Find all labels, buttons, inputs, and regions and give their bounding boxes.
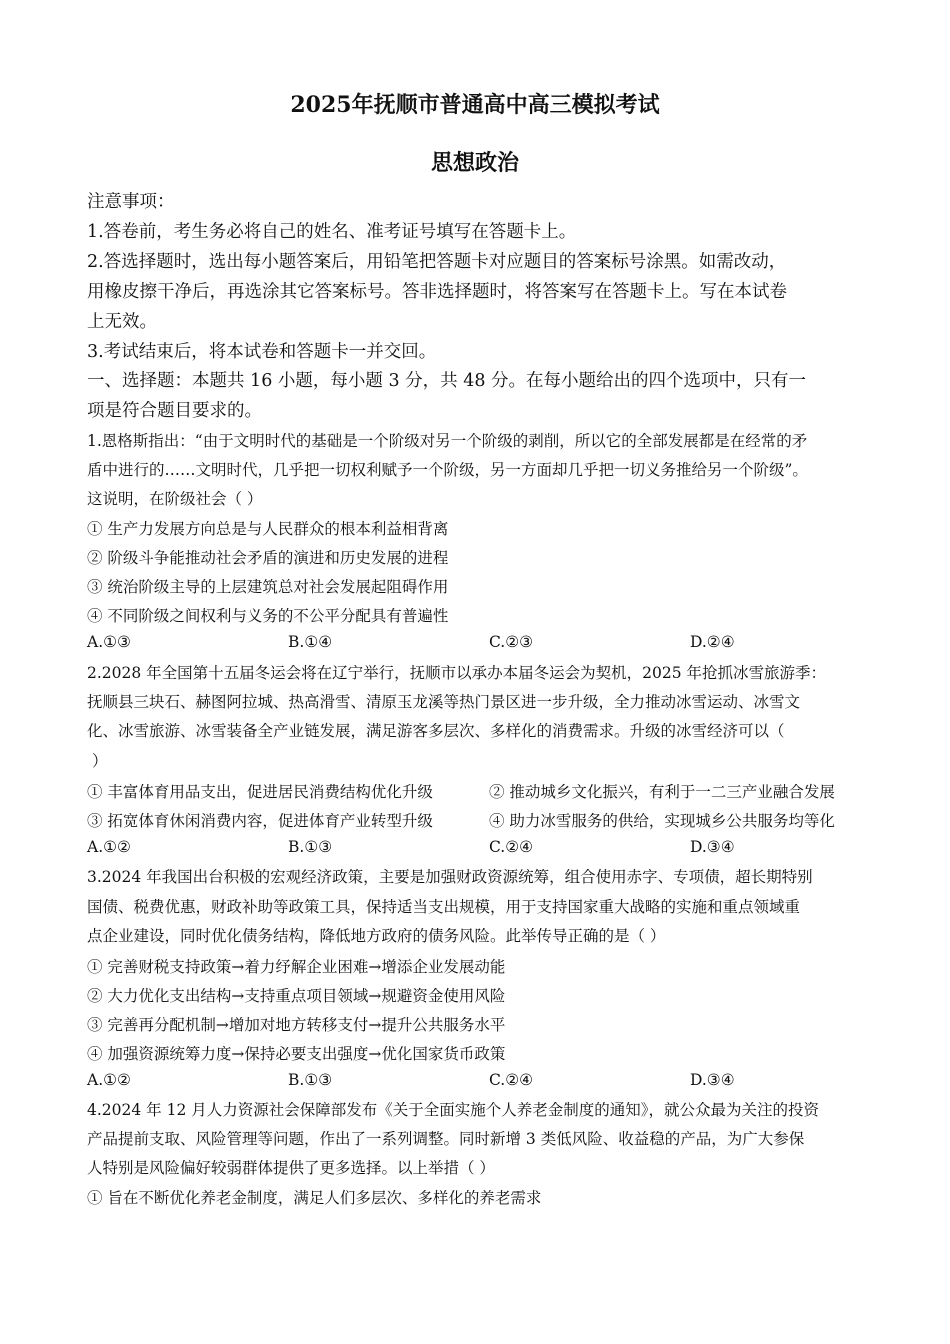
question-option: ③ 完善再分配机制→增加对地方转移支付→提升公共服务水平 xyxy=(87,1016,506,1034)
answer-choice-b: B.①③ xyxy=(288,1071,333,1089)
question-option: ② 推动城乡文化振兴，有利于一二三产业融合发展 xyxy=(489,783,835,801)
question-option: ④ 不同阶级之间权利与义务的不公平分配具有普遍性 xyxy=(87,607,449,625)
notice-line: 用橡皮擦干净后，再选涂其它答案标号。答非选择题时，将答案写在答题卡上。写在本试卷 xyxy=(87,282,787,302)
question-stem: 国债、税费优惠，财政补助等政策工具，保持适当支出规模，用于支持国家重大战略的实施和重点领域重 xyxy=(87,898,801,916)
question-option: ① 旨在不断优化养老金制度，满足人们多层次、多样化的养老需求 xyxy=(87,1189,542,1207)
exam-title: 2025年抚顺市普通高中高三模拟考试 xyxy=(290,92,660,118)
answer-choice-d: D.②④ xyxy=(690,633,735,651)
question-stem: 化、冰雪旅游、冰雪装备全产业链发展，满足游客多层次、多样化的消费需求。升级的冰雪经济可以（ xyxy=(87,722,785,740)
section-header: 一、选择题：本题共 16 小题，每小题 3 分，共 48 分。在每小题给出的四个选项中，只有一 xyxy=(87,371,807,391)
notice-heading: 注意事项： xyxy=(87,192,175,212)
question-option: ④ 助力冰雪服务的供给，实现城乡公共服务均等化 xyxy=(489,812,835,830)
answer-choice-d: D.③④ xyxy=(690,838,735,856)
question-stem: 点企业建设，同时优化债务结构，降低地方政府的债务风险。此举传导正确的是（ ） xyxy=(87,927,666,945)
section-header: 项是符合题目要求的。 xyxy=(87,401,262,421)
answer-choice-b: B.①④ xyxy=(288,633,333,651)
question-option: ① 生产力发展方向总是与人民群众的根本利益相背离 xyxy=(87,520,449,538)
answer-choice-d: D.③④ xyxy=(690,1071,735,1089)
answer-choice-a: A.①③ xyxy=(87,633,131,651)
question-option: ② 大力优化支出结构→支持重点项目领域→规避资金使用风险 xyxy=(87,987,506,1005)
question-stem: 3.2024 年我国出台积极的宏观经济政策，主要是加强财政资源统筹，组合使用赤字、专项债，超长期特别 xyxy=(87,868,813,886)
question-option: ④ 加强资源统筹力度→保持必要支出强度→优化国家货币政策 xyxy=(87,1045,506,1063)
question-stem: 产品提前支取、风险管理等问题，作出了一系列调整。同时新增 3 类低风险、收益稳的产品，为广大参保 xyxy=(87,1130,805,1148)
question-option: ② 阶级斗争能推动社会矛盾的演进和历史发展的进程 xyxy=(87,549,449,567)
notice-line: 上无效。 xyxy=(87,312,157,332)
question-option: ③ 拓宽体育休闲消费内容，促进体育产业转型升级 xyxy=(87,812,433,830)
question-stem: 2.2028 年全国第十五届冬运会将在辽宁举行，抚顺市以承办本届冬运会为契机，2025 年抢抓冰雪旅游季： xyxy=(87,664,827,682)
answer-choice-c: C.②③ xyxy=(489,633,534,651)
question-stem: 抚顺县三块石、赫图阿拉城、热高滑雪、清原玉龙溪等热门景区进一步升级，全力推动冰雪运动、冰雪文 xyxy=(87,693,801,711)
question-option: ① 丰富体育用品支出，促进居民消费结构优化升级 xyxy=(87,783,433,801)
question-option: ③ 统治阶级主导的上层建筑总对社会发展起阻碍作用 xyxy=(87,578,449,596)
answer-choice-a: A.①② xyxy=(87,838,131,856)
question-stem: 1.恩格斯指出：“由于文明时代的基础是一个阶级对另一个阶级的剥削，所以它的全部发展都是在经常的矛 xyxy=(87,432,808,450)
question-stem: 这说明，在阶级社会（ ） xyxy=(87,490,263,508)
notice-line: 2.答选择题时，选出每小题答案后，用铅笔把答题卡对应题目的答案标号涂黑。如需改动， xyxy=(87,252,787,272)
subject-title: 思想政治 xyxy=(430,150,519,176)
question-stem: 4.2024 年 12 月人力资源社会保障部发布《关于全面实施个人养老金制度的通知》，就公众最为关注的投资 xyxy=(87,1101,819,1119)
answer-choice-a: A.①② xyxy=(87,1071,131,1089)
notice-line: 3.考试结束后，将本试卷和答题卡一并交回。 xyxy=(87,342,437,362)
answer-choice-c: C.②④ xyxy=(489,1071,534,1089)
question-stem: ） xyxy=(92,752,108,770)
answer-choice-c: C.②④ xyxy=(489,838,534,856)
notice-line: 1.答卷前，考生务必将自己的姓名、准考证号填写在答题卡上。 xyxy=(87,222,577,242)
answer-choice-b: B.①③ xyxy=(288,838,333,856)
question-option: ① 完善财税支持政策→着力纾解企业困难→增添企业发展动能 xyxy=(87,958,506,976)
question-stem: 人特别是风险偏好较弱群体提供了更多选择。以上举措（ ） xyxy=(87,1159,495,1177)
question-stem: 盾中进行的……文明时代，几乎把一切权利赋予一个阶级，另一方面却几乎把一切义务推给另一个阶级”。 xyxy=(87,461,808,479)
